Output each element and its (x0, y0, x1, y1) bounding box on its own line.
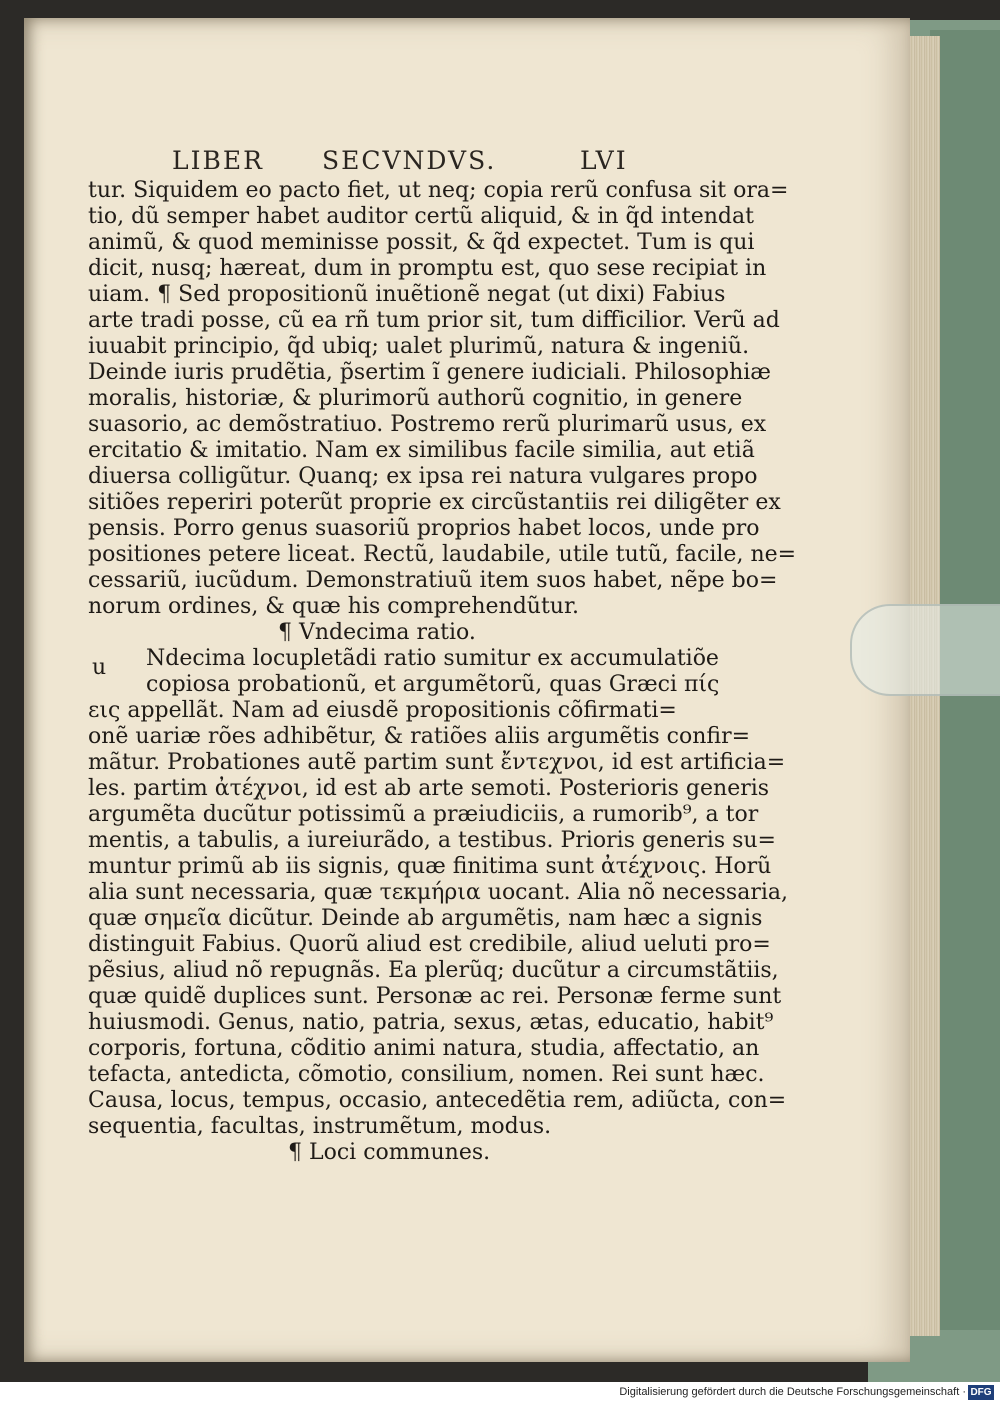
text-line: suasorio, ac demõstratiuo. Postremo rerũ plurimarũ usus, ex (88, 412, 767, 437)
text-line: corporis, fortuna, cõditio animi natura, studia, affectatio, an (88, 1036, 760, 1061)
text-line: mentis, a tabulis, a iureiurãdo, a testibus. Prioris generis su= (88, 828, 776, 853)
text-line: arte tradi posse, cũ ea rñ tum prior sit, tum difficilior. Verũ ad (88, 308, 780, 333)
funding-credit: Digitalisierung gefördert durch die Deutsche Forschungsgemeinschaft · (619, 1386, 966, 1398)
text-line: positiones petere liceat. Rectũ, laudabile, utile tutũ, facile, ne= (88, 542, 797, 567)
text-line: alia sunt necessaria, quæ τεκμήρια uocant. Alia nõ necessaria, (88, 880, 788, 905)
text-line: ercitatio & imitatio. Nam ex similibus facile similia, aut etiã (88, 438, 755, 463)
text-line: moralis, historiæ, & plurimorũ authorũ cognitio, in genere (88, 386, 743, 411)
text-line: quæ quidẽ duplices sunt. Personæ ac rei. Personæ ferme sunt (88, 984, 782, 1009)
book-page (24, 18, 910, 1362)
text-line: pẽsius, aliud nõ repugnãs. Ea plerũq; ducũtur a circumstãtiis, (88, 958, 779, 983)
text-line: les. partim ἀτέχνοι, id est ab arte semoti. Posterioris generis (88, 776, 770, 801)
text-line: tio, dũ semper habet auditor certũ aliquid, & in q̃d intendat (88, 204, 754, 229)
text-line: sequentia, facultas, instrumẽtum, modus. (88, 1114, 552, 1139)
section-heading: ¶ Loci communes. (288, 1140, 491, 1165)
text-line: huiusmodi. Genus, natio, patria, sexus, ætas, educatio, habit⁹ (88, 1010, 774, 1035)
footer-bar (0, 1382, 1000, 1404)
text-line: tur. Siquidem eo pacto fiet, ut neq; copia rerũ confusa sit ora= (88, 178, 789, 203)
space-for-initial-letter: u (92, 655, 107, 680)
dfg-logo: DFG (968, 1385, 994, 1400)
text-line: Causa, locus, tempus, occasio, antecedẽtia rem, adiũcta, con= (88, 1088, 787, 1113)
text-line: Ndecima locupletãdi ratio sumitur ex accumulatiõe (146, 646, 719, 671)
section-heading: ¶ Vndecima ratio. (278, 620, 476, 645)
text-line: distinguit Fabius. Quorũ aliud est credibile, aliud ueluti pro= (88, 932, 771, 957)
text-line: iuuabit principio, q̃d ubiq; ualet plurimũ, natura & ingeniũ. (88, 334, 750, 359)
text-line: animũ, & quod meminisse possit, & q̃d expectet. Tum is qui (88, 230, 755, 255)
running-header-center: SECVNDVS. (322, 146, 497, 175)
running-header-left: LIBER (172, 146, 264, 175)
text-line: tefacta, antedicta, cõmotio, consilium, nomen. Rei sunt hæc. (88, 1062, 765, 1087)
text-line: diuersa colligũtur. Quanq; ex ipsa rei natura vulgares propo (88, 464, 758, 489)
text-line: pensis. Porro genus suasoriũ proprios habet locos, unde pro (88, 516, 760, 541)
folio-number: LVI (580, 146, 628, 175)
text-line: norum ordines, & quæ his comprehendũtur. (88, 594, 580, 619)
text-line: Deinde iuris prudẽtia, p̃sertim ĩ genere iudiciali. Philosophiæ (88, 360, 771, 385)
text-line: onẽ uariæ rões adhibẽtur, & ratiões aliis argumẽtis confir= (88, 724, 751, 749)
text-line: sitiões reperiri poterũt proprie ex circũstantiis rei diligẽter ex (88, 490, 781, 515)
plastic-page-clip (850, 604, 1000, 696)
text-line: mãtur. Probationes autẽ partim sunt ἔντεχνοι, id est artificia= (88, 750, 786, 775)
text-line: copiosa probationũ, et argumẽtorũ, quas Græci πίς (146, 672, 720, 697)
text-line: εις appellãt. Nam ad eiusdẽ propositionis cõfirmati= (88, 698, 677, 723)
text-line: dicit, nusq; hæreat, dum in promptu est, quo sese recipiat in (88, 256, 767, 281)
text-line: quæ σημεῖα dicũtur. Deinde ab argumẽtis, nam hæc a signis (88, 906, 763, 931)
text-line: uiam. ¶ Sed propositionũ inuẽtionẽ negat (ut dixi) Fabius (88, 282, 726, 307)
text-line: muntur primũ ab iis signis, quæ finitima sunt ἀτέχνοις. Horũ (88, 854, 772, 879)
text-line: cessariũ, iucũdum. Demonstratiuũ item suos habet, nẽpe bo= (88, 568, 778, 593)
text-line: argumẽta ducũtur potissimũ a præiudiciis, a rumorib⁹, a tor (88, 802, 759, 827)
